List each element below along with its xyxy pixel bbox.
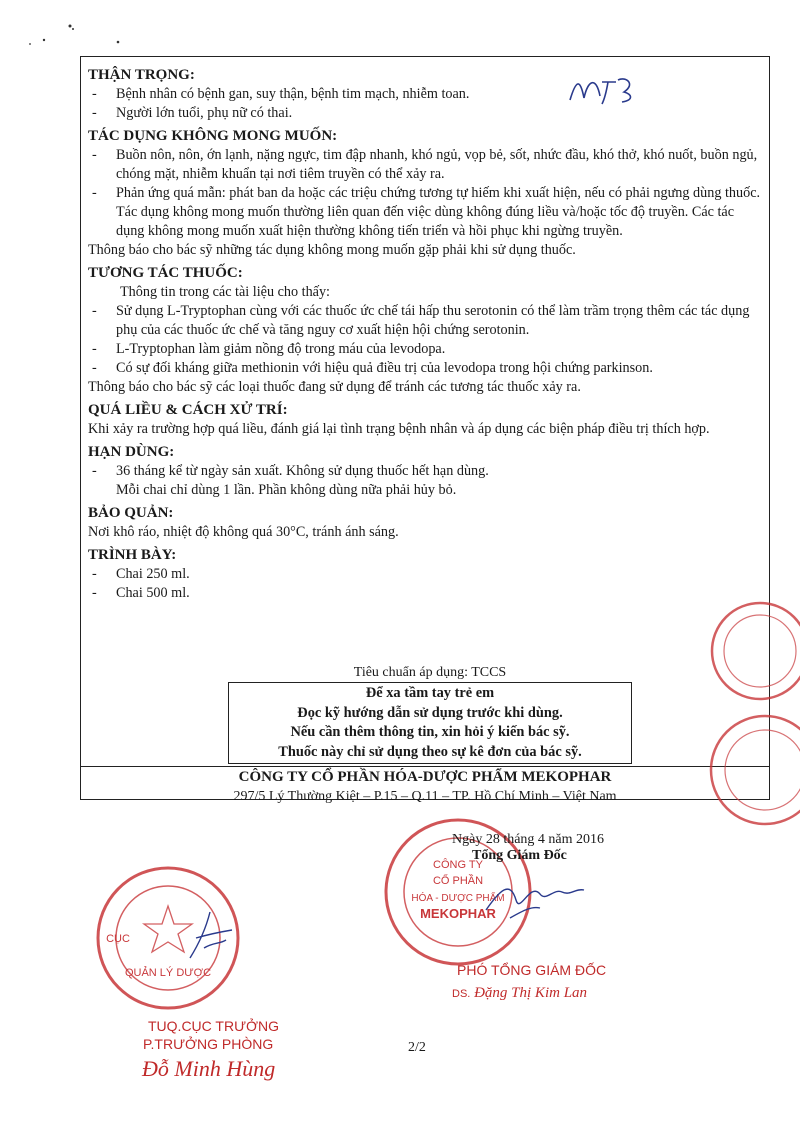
authority-title-2: P.TRƯỞNG PHÒNG [143,1036,274,1052]
deputy-director-title: PHÓ TỔNG GIÁM ĐỐC [457,962,607,978]
stamp-line: MEKOPHAR [420,906,496,921]
warning-line: Đọc kỹ hướng dẫn sử dụng trước khi dùng. [297,704,563,721]
stamp-line: HÓA - DƯỢC PHẨM [411,893,505,904]
bullet-text: Bệnh nhân có bệnh gan, suy thận, bệnh tim mạch, nhiễm toan. [116,86,470,102]
deputy-name-text: Đặng Thị Kim Lan [474,985,588,1001]
stamp-line: CỔ PHẦN [432,875,484,887]
bullet-dash: - [92,185,97,201]
applied-standard: Tiêu chuẩn áp dụng: TCCS [353,665,507,680]
bullet-item [88,104,764,123]
bullet-item [88,146,764,184]
paragraph: Thông tin trong các tài liệu cho thấy: [120,284,330,300]
deputy-director-name [452,985,587,1002]
bullet-dash: - [92,303,97,319]
section-heading: HẠN DÙNG: [88,444,175,460]
section-heading: BẢO QUẢN: [88,505,174,521]
bullet-dash: - [92,147,97,163]
edge-stamp-bottom [700,708,800,838]
bullet-text: Có sự đối kháng giữa methionin với hiệu quả điều trị của levodopa trong hội chứng parkinson. [116,360,653,376]
paragraph: Mỗi chai chỉ dùng 1 lần. Phần không dùng nữa phải hủy bỏ. [116,482,457,498]
warning-line: Thuốc này chỉ sử dụng theo sự kê đơn của bác sỹ. [278,743,582,760]
authority-signature [180,908,240,968]
bullet-dash: - [92,463,97,479]
director-signature [480,870,590,940]
bullet-dash: - [92,86,97,102]
director-title: Tổng Giám Đốc [472,848,567,863]
bullet-dash: - [92,585,97,601]
bullet-text: Buồn nôn, nôn, ớn lạnh, nặng ngực, tim đập nhanh, khó ngủ, vọp bẻ, sốt, nhức đầu, khó thở, khó nuốt, buồn ngủ, chóng mặt, nhiễm khuẩn tại nơi tiêm truyền có thể xảy ra. [116,147,758,182]
section-heading: QUÁ LIỀU & CÁCH XỬ TRÍ: [88,402,288,418]
paragraph: Thông báo cho bác sỹ những tác dụng không mong muốn gặp phải khi sử dụng thuốc. [88,242,576,258]
warning-line: Nếu cần thêm thông tin, xin hỏi ý kiến bác sỹ. [290,724,570,740]
bullet-dash: - [92,341,97,357]
edge-stamp-top [700,596,800,706]
page-number: 2/2 [408,1040,426,1055]
company-name: CÔNG TY CỔ PHẦN HÓA-DƯỢC PHẨM MEKOPHAR [238,769,612,785]
bullet-item [88,359,764,378]
bullet-dash: - [92,566,97,582]
company-block [80,767,770,807]
degree-prefix: DS. [452,988,471,1000]
bullet-item [88,462,764,481]
section [88,65,764,123]
bullet-text: Người lớn tuổi, phụ nữ có thai. [116,105,293,121]
leaflet-content [88,62,764,604]
paragraph: Thông báo cho bác sỹ các loại thuốc đang sử dụng để tránh các tương tác thuốc xảy ra. [88,379,581,395]
bullet-dash: - [92,360,97,376]
bullet-text: Chai 250 ml. [116,566,190,582]
stamp-line: CÔNG TY [433,859,483,871]
stamp-line: CỤC [106,933,130,945]
handwritten-initials [566,70,646,117]
authority-title-1: TUQ.CỤC TRƯỞNG [148,1018,280,1034]
section [88,126,764,260]
section [88,263,764,397]
company-address: 297/5 Lý Thường Kiệt – P.15 – Q.11 – TP. Hồ Chí Minh – Việt Nam [233,789,617,804]
bullet-item [88,565,764,584]
bullet-text: 36 tháng kể từ ngày sản xuất. Không sử dụng thuốc hết hạn dùng. [116,463,489,479]
bullet-text: Sử dụng L-Tryptophan cùng với các thuốc ức chế tái hấp thu serotonin có thể làm trầm trọng thêm các tác dụng phụ của các thuốc ức chế và tăng nguy cơ xuất hiện hội chứng serotonin. [116,303,750,338]
section-heading: TÁC DỤNG KHÔNG MONG MUỐN: [88,128,338,144]
bullet-dash: - [92,105,97,121]
warning-line: Để xa tầm tay trẻ em [365,685,495,701]
section-heading: TRÌNH BÀY: [88,547,177,563]
bullet-item [88,85,764,104]
bullet-item [88,184,764,203]
scan-marks [20,18,140,58]
stamp-line: QUẢN LÝ DƯỢC [124,967,212,979]
authority-name: Đỗ Minh Hùng [142,1056,276,1081]
paragraph: Nơi khô ráo, nhiệt độ không quá 30°C, tránh ánh sáng. [88,524,399,540]
bullet-text: L-Tryptophan làm giảm nồng độ trong máu của levodopa. [116,341,446,357]
section [88,503,764,542]
signing-date: Ngày 28 tháng 4 năm 2016 [452,832,605,847]
section [88,400,764,439]
section [88,545,764,603]
warning-box [228,682,632,764]
bullet-item [88,340,764,359]
section-heading: THẬN TRỌNG: [88,67,195,83]
bullet-item [88,584,764,603]
bullet-text: Phản ứng quá mẫn: phát ban da hoặc các triệu chứng tương tự hiếm khi xuất hiện, nếu có phải ngưng dùng thuốc. [116,185,761,201]
section [88,442,764,500]
bullet-text: Chai 500 ml. [116,585,190,601]
paragraph: Tác dụng không mong muốn thường liên quan đến việc dùng không đúng liều và/hoặc tốc độ truyền. Các tác dụng không mong muốn xuất hiện thường không tiến triển và hồi phục khi ngừng truyền. [116,204,735,239]
section-heading: TƯƠNG TÁC THUỐC: [88,265,243,281]
paragraph: Khi xảy ra trường hợp quá liều, đánh giá lại tình trạng bệnh nhân và áp dụng các biện pháp điều trị thích hợp. [88,421,710,437]
bullet-item [88,302,764,340]
